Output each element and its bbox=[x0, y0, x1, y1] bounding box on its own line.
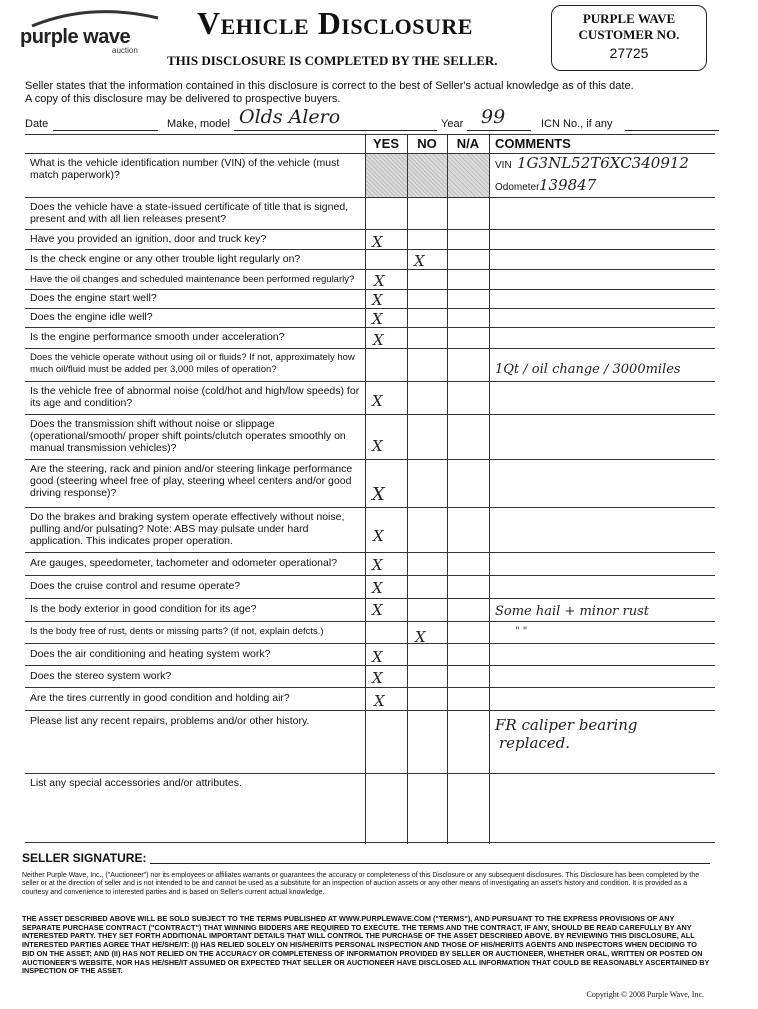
mark-noise-yes[interactable]: X bbox=[372, 392, 383, 410]
q-transmission: Does the transmission shift without noise or slippage (operational/smooth/ proper shift points/clutch operates smoothly on manual transmission vehicles)? bbox=[30, 418, 346, 454]
wave-swoosh-icon bbox=[30, 8, 170, 28]
vehicle-fields-row bbox=[25, 106, 725, 133]
odometer-value: 139847 bbox=[539, 176, 597, 194]
q-engine-start: Does the engine start well? bbox=[30, 292, 157, 304]
logo-subtext: auction bbox=[112, 46, 138, 55]
q-noise: Is the vehicle free of abnormal noise (cold/hot and high/low speeds) for its age and condition? bbox=[30, 385, 360, 409]
q-title: Does the vehicle have a state-issued certificate of title that is signed, present and with all lien releases present? bbox=[30, 201, 349, 225]
intro-statement bbox=[25, 80, 725, 106]
mark-transmission-yes[interactable]: X bbox=[372, 437, 383, 455]
q-oil-changes: Have the oil changes and scheduled maintenance been performed regularly? bbox=[30, 274, 355, 285]
copyright: Copyright © 2008 Purple Wave, Inc. bbox=[586, 990, 704, 999]
purple-wave-logo bbox=[20, 12, 160, 56]
vin-row-shading bbox=[365, 153, 489, 197]
year-value: 99 bbox=[481, 106, 506, 128]
q-steering: Are the steering, rack and pinion and/or steering linkage performance good (steering wheel free of play, steering wheel centers and/or good driving response)? bbox=[30, 463, 353, 499]
mark-cruise-yes[interactable]: X bbox=[372, 579, 383, 597]
q-body-exterior: Is the body exterior in good condition for its age? bbox=[30, 603, 257, 615]
q-gauges: Are gauges, speedometer, tachometer and odometer operational? bbox=[30, 557, 338, 569]
q-acceleration: Is the engine performance smooth under acceleration? bbox=[30, 331, 285, 343]
comment-repairs-line2: replaced. bbox=[499, 734, 571, 752]
mark-body-exterior-yes[interactable]: X bbox=[372, 601, 383, 619]
q-ac-heat: Does the air conditioning and heating system work? bbox=[30, 648, 271, 660]
mark-engine-start-yes[interactable]: X bbox=[372, 291, 383, 309]
customer-box-line1: PURPLE WAVE bbox=[582, 11, 676, 26]
comment-oil-fluids: 1Qt / oil change / 3000miles bbox=[495, 362, 681, 377]
q-body-rust: Is the body free of rust, dents or missing parts? (if not, explain defcts.) bbox=[30, 626, 324, 637]
mark-body-rust-no[interactable]: X bbox=[415, 628, 426, 646]
make-value: Olds Alero bbox=[239, 106, 341, 128]
vin-value: 1G3NL52T6XC340912 bbox=[517, 154, 689, 172]
seller-signature-line[interactable] bbox=[150, 863, 710, 864]
mark-keys-yes[interactable]: X bbox=[372, 233, 383, 251]
date-field[interactable] bbox=[53, 130, 158, 131]
mark-acceleration-yes[interactable]: X bbox=[373, 331, 384, 349]
terms-text: THE ASSET DESCRIBED ABOVE WILL BE SOLD SUBJECT TO THE TERMS PUBLISHED AT WWW.PURPLEWAVE.COM ("TERMS"), AND PURSUANT TO THE EXPRESS PROVISIONS OF ANY SEPARATE PURCHASE CONTRACT ("CONTRACT") THAT WINNING BIDDERS ARE REQUIRED TO EXECUTE. THE TERMS AND THE CONTRACT, IF ANY, SHOULD BE READ CAREFULLY BY ANY INTERESTED PARTY. THEY SET FORTH ADDITIONAL IMPORTANT DETAILS THAT WILL CONTROL THE PURCHASE OF THE ASSET DESCRIBED ABOVE. BY REVIEWING THIS DISCLOSURE, ALL INTERESTED PARTIES AGREE THAT HE/SHE/IT: (I) HAS RELIED SOLELY ON HIS/HER/ITS PERSONAL INSPECTION AND THOSE OF HIS/HER/ITS AGENTS AND INSPECTORS WHEN DECIDING TO BID ON THE ASSET; AND (II) HAS NOT RELIED ON THE ACCURACY OR COMPLETENESS OF INFORMATION PROVIDED BY SELLER OR AUCTIONEER, WHETHER ORAL, WRITTEN OR POSTED ON AUCTIONEER'S WEBSITE, NOR HAS HE/SHE/IT ASSUMED OR EXPECTED THAT SELLER OR AUCTIONEER HAVE DISCLOSED ALL INFORMATION THAT COULD BE REASONABLY ASCERTAINED BY INSPECTION OF THE ASSET. bbox=[22, 914, 710, 976]
disclosure-table bbox=[25, 134, 715, 844]
make-field[interactable] bbox=[234, 130, 437, 131]
customer-number-box bbox=[551, 5, 707, 71]
q-check-engine: Is the check engine or any other trouble light regularly on? bbox=[30, 253, 301, 265]
date-label: Date bbox=[25, 118, 49, 130]
mark-steering-yes[interactable]: X bbox=[372, 484, 385, 505]
mark-stereo-yes[interactable]: X bbox=[372, 669, 383, 687]
comment-repairs: FR caliper bearing bbox=[495, 716, 638, 734]
mark-brakes-yes[interactable]: X bbox=[373, 527, 384, 545]
customer-box-line2: CUSTOMER NO. bbox=[578, 27, 680, 42]
mark-gauges-yes[interactable]: X bbox=[372, 556, 383, 574]
comment-body-rust: " " bbox=[515, 626, 528, 637]
page-title: Vehicle Disclosure bbox=[197, 5, 473, 41]
customer-number: 27725 bbox=[609, 45, 649, 61]
year-label: Year bbox=[441, 118, 464, 130]
col-yes: YES bbox=[372, 136, 399, 151]
disclaimer-text: Neither Purple Wave, Inc., ("Auctioneer") nor its employees or affiliates warrants or guarantees the accuracy or completeness of this Disclosure or any subsequent disclosures. This Disclosure has been completed by the seller or at the direction of seller and is not intended to be and cannot be used as a substitute for an inspection of auction assets or any other means of investigating an asset's history and condition. It is provided as a courtesy and convenience to interested parties and is based on Seller's current actual knowledge. bbox=[22, 872, 700, 896]
q-brakes: Do the brakes and braking system operate effectively without noise, pulling and/or pulsating? Note: ABS may pulsate under hard application. This indicates proper operation. bbox=[30, 511, 345, 547]
q-tires: Are the tires currently in good condition and holding air? bbox=[30, 692, 290, 704]
mark-ac-heat-yes[interactable]: X bbox=[372, 648, 383, 666]
q-cruise: Does the cruise control and resume operate? bbox=[30, 580, 241, 592]
mark-engine-idle-yes[interactable]: X bbox=[372, 310, 383, 328]
comment-body-exterior: Some hail + minor rust bbox=[495, 604, 649, 619]
col-no: NO bbox=[417, 136, 437, 151]
q-keys: Have you provided an ignition, door and truck key? bbox=[30, 233, 267, 245]
logo-wordmark: purple wave bbox=[20, 26, 131, 48]
intro-line-2: A copy of this disclosure may be delivered to prospective buyers. bbox=[25, 93, 341, 105]
page-subtitle: THIS DISCLOSURE IS COMPLETED BY THE SELLER. bbox=[167, 53, 498, 68]
mark-oil-changes-yes[interactable]: X bbox=[374, 272, 385, 290]
col-na: N/A bbox=[456, 136, 480, 151]
q-engine-idle: Does the engine idle well? bbox=[30, 311, 153, 323]
icn-field[interactable] bbox=[625, 130, 719, 131]
q-stereo: Does the stereo system work? bbox=[30, 670, 172, 682]
make-label: Make, model bbox=[167, 118, 230, 130]
q-repairs: Please list any recent repairs, problems and/or other history. bbox=[30, 715, 310, 727]
mark-check-engine-no[interactable]: X bbox=[414, 252, 425, 270]
mark-tires-yes[interactable]: X bbox=[374, 692, 385, 710]
col-comments: COMMENTS bbox=[495, 136, 571, 151]
icn-label: ICN No., if any bbox=[541, 118, 613, 130]
year-field[interactable] bbox=[467, 130, 531, 131]
odometer-label: Odometer bbox=[495, 182, 540, 193]
q-accessories: List any special accessories and/or attributes. bbox=[30, 777, 242, 789]
vin-label: VIN bbox=[495, 160, 512, 171]
seller-signature-label: SELLER SIGNATURE: bbox=[22, 851, 147, 865]
q-oil-fluids: Does the vehicle operate without using oil or fluids? If not, approximately how much oil/fluid must be added per 3,000 miles of operation? bbox=[30, 352, 355, 375]
q-vin: What is the vehicle identification number (VIN) of the vehicle (must match paperwork)? bbox=[30, 157, 340, 181]
intro-line-1: Seller states that the information contained in this disclosure is correct to the best of Seller's actual knowledge as of this date. bbox=[25, 80, 634, 92]
